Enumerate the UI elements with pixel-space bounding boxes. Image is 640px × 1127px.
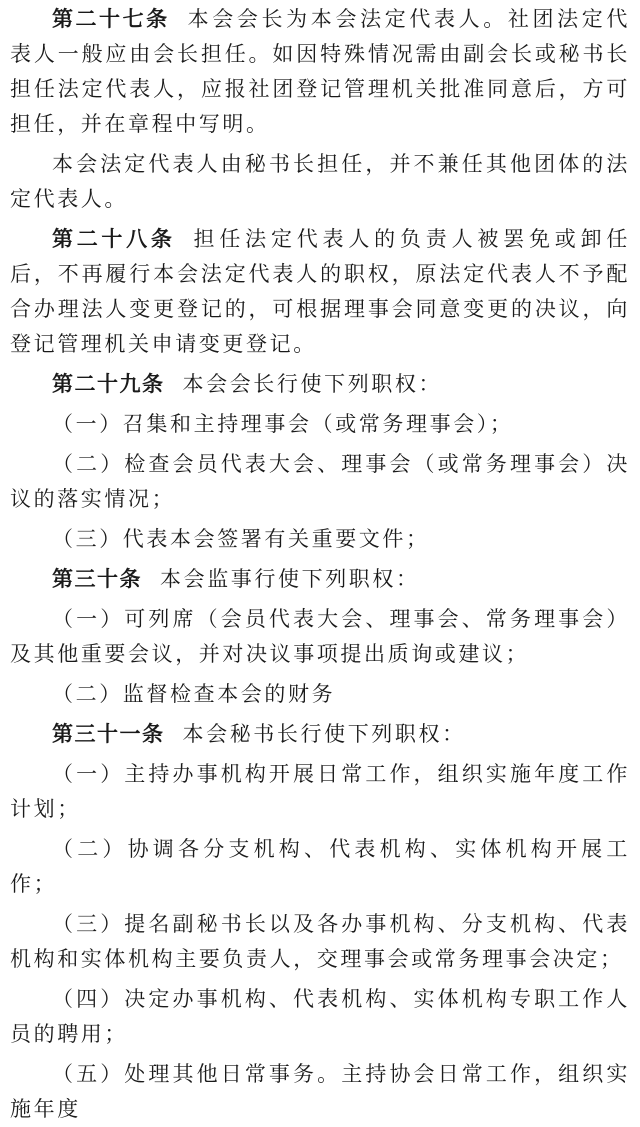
article-28-text: 担任法定代表人的负责人被罢免或卸任后，不再履行本会法定代表人的职权，原法定代表人不予配合办理法人变更登记的，可根据理事会同意变更的决议，向登记管理机关申请变更登记。 bbox=[10, 227, 631, 356]
article-31-item-1: （一）主持办事机构开展日常工作，组织实施年度工作计划； bbox=[10, 762, 630, 821]
article-28-heading: 第二十八条 bbox=[52, 227, 176, 251]
article-28-paragraph bbox=[10, 222, 630, 362]
article-29-intro: 本会会长行使下列职权： bbox=[182, 372, 443, 396]
article-27-heading: 第二十七条 bbox=[52, 7, 170, 31]
article-27-paragraph-2: 本会法定代表人由秘书长担任，并不兼任其他团体的法定代表人。 bbox=[10, 152, 630, 211]
article-31-heading: 第三十一条 bbox=[52, 722, 165, 746]
article-30-intro: 本会监事行使下列职权： bbox=[160, 567, 420, 591]
article-29-paragraph bbox=[10, 367, 630, 402]
article-29-item-2: （二）检查会员代表大会、理事会（或常务理事会）决议的落实情况； bbox=[10, 452, 630, 511]
article-31-item-5: （五）处理其他日常事务。主持协会日常工作，组织实施年度 bbox=[10, 1062, 630, 1121]
article-27-paragraph bbox=[10, 2, 630, 142]
article-31-item-2: （二）协调各分支机构、代表机构、实体机构开展工作； bbox=[10, 837, 630, 896]
article-31-paragraph bbox=[10, 717, 630, 752]
article-30-item-2: （二）监督检查本会的财务 bbox=[52, 682, 336, 706]
article-31-item-3: （三）提名副秘书长以及各办事机构、分支机构、代表机构和实体机构主要负责人，交理事会或常务理事会决定； bbox=[10, 912, 630, 971]
article-29-item-1: （一）召集和主持理事会（或常务理事会）； bbox=[52, 412, 514, 436]
article-29-heading: 第二十九条 bbox=[52, 372, 165, 396]
article-30-paragraph bbox=[10, 562, 630, 597]
article-30-heading: 第三十条 bbox=[52, 567, 142, 591]
article-31-intro: 本会秘书长行使下列职权： bbox=[182, 722, 466, 746]
article-31-item-4: （四）决定办事机构、代表机构、实体机构专职工作人员的聘用； bbox=[10, 987, 630, 1046]
article-27-text: 本会会长为本会法定代表人。社团法定代表人一般应由会长担任。如因特殊情况需由副会长或秘书长担任法定代表人，应报社团登记管理机关批准同意后，方可担任，并在章程中写明。 bbox=[10, 7, 630, 136]
article-30-item-1: （一）可列席（会员代表大会、理事会、常务理事会）及其他重要会议，并对决议事项提出质询或建议； bbox=[10, 607, 630, 666]
article-29-item-3: （三）代表本会签署有关重要文件； bbox=[52, 527, 430, 551]
